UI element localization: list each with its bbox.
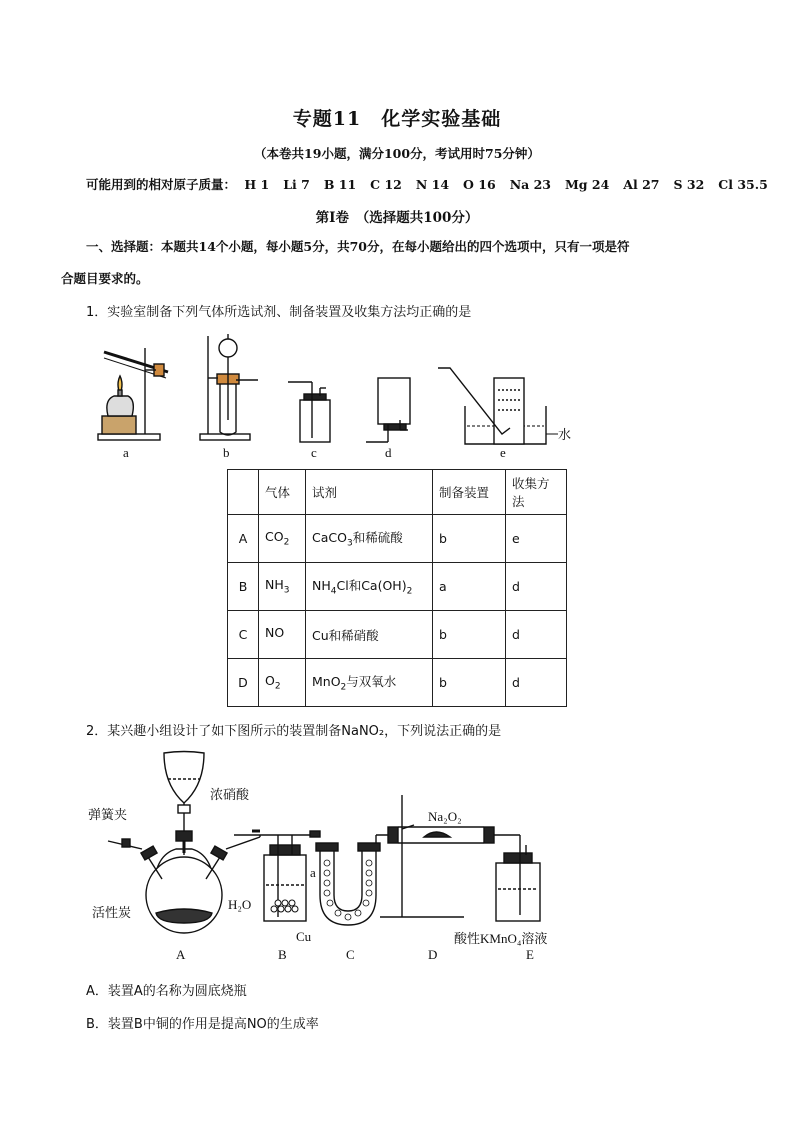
question-1-table xyxy=(227,469,567,707)
reagent-cell xyxy=(306,563,433,611)
atomic-mass-item: Cl 35.5 xyxy=(718,177,768,192)
label-b: b xyxy=(223,445,230,460)
reagent-part: CaCO xyxy=(312,530,347,546)
option-cell: B xyxy=(228,563,259,611)
question-2-option-a[interactable]: A．装置A的名称为圆底烧瓶 xyxy=(86,984,247,999)
label-a: a xyxy=(123,445,129,460)
collect-cell: d xyxy=(506,563,567,611)
label-kmno4: 酸性KMnO₄溶液 xyxy=(454,931,548,946)
device-cell: b xyxy=(433,515,506,563)
label-water: 水 xyxy=(558,427,572,442)
option-cell: A xyxy=(228,515,259,563)
atomic-mass-item: H 1 xyxy=(244,177,270,192)
option-cell: D xyxy=(228,659,259,707)
apparatus-c xyxy=(288,382,330,442)
gas-cell xyxy=(259,563,306,611)
table-body xyxy=(228,515,567,707)
label-clamp: 弹簧夹 xyxy=(88,807,128,822)
reagent-part: MnO xyxy=(312,674,341,690)
apparatus-b xyxy=(200,334,258,440)
question-2-apparatus-figure xyxy=(84,745,604,967)
atomic-masses xyxy=(86,175,782,193)
label-A: A xyxy=(176,947,186,962)
header-cell: 收集方法 xyxy=(506,470,567,515)
collect-cell: e xyxy=(506,515,567,563)
reagent-part: 4 xyxy=(330,586,337,597)
reagent-part: Ca(OH) xyxy=(361,578,407,594)
reagent-part: 2 xyxy=(406,586,413,597)
label-C: C xyxy=(346,947,355,962)
device-cell: a xyxy=(433,563,506,611)
header-cell: 制备装置 xyxy=(433,470,506,515)
label-tube-a: a xyxy=(310,865,316,880)
question-2-stem: 2．某兴趣小组设计了如下图所示的装置制备NaNO₂，下列说法正确的是 xyxy=(86,724,502,739)
atomic-mass-item: N 14 xyxy=(415,177,450,192)
gas-cell xyxy=(259,659,306,707)
page-subtitle: （本卷共19小题，满分100分，考试用时75分钟） xyxy=(254,146,540,161)
atomic-mass-item: Mg 24 xyxy=(564,177,610,192)
reagent-cell xyxy=(306,515,433,563)
header-cell xyxy=(228,470,259,515)
reagent-part: Cu和稀硝酸 xyxy=(312,627,379,643)
atomic-mass-item: S 32 xyxy=(673,177,705,192)
reagent-part: 2 xyxy=(340,682,347,693)
table-row xyxy=(228,515,567,563)
reagent-part: 3 xyxy=(346,538,353,549)
atomic-mass-item: C 12 xyxy=(370,177,402,192)
collect-cell: d xyxy=(506,659,567,707)
header-cell: 气体 xyxy=(259,470,306,515)
section-heading: 第Ⅰ卷 （选择题共100分） xyxy=(315,210,479,226)
reagent-part: 和 xyxy=(348,578,362,594)
label-e: e xyxy=(500,445,506,460)
apparatus-e xyxy=(438,368,558,444)
atomic-masses-list xyxy=(244,177,781,192)
reagent-part: 和稀硫酸 xyxy=(352,530,403,546)
label-charcoal: 活性炭 xyxy=(92,905,132,920)
header-cell: 试剂 xyxy=(306,470,433,515)
gas-subscript: 3 xyxy=(283,585,290,596)
label-cu: Cu xyxy=(296,929,312,944)
apparatus-E xyxy=(496,835,540,921)
atomic-mass-item: B 11 xyxy=(323,177,357,192)
gas-formula: O xyxy=(265,673,275,689)
instructions-line-2: 合题目要求的。 xyxy=(61,271,149,286)
question-1-stem: 1．实验室制备下列气体所选试剂、制备装置及收集方法均正确的是 xyxy=(86,305,472,320)
gas-cell xyxy=(259,515,306,563)
apparatus-d xyxy=(366,378,410,442)
apparatus-a xyxy=(98,348,168,440)
gas-formula: NH xyxy=(265,577,284,593)
gas-formula: CO xyxy=(265,529,284,545)
page-title: 专题11 化学实验基础 xyxy=(292,108,502,130)
label-na2o2: Na₂O₂ xyxy=(428,809,462,824)
label-B: B xyxy=(278,947,287,962)
label-d: d xyxy=(385,445,392,460)
reagent-part: NH xyxy=(312,578,331,594)
table-row xyxy=(228,611,567,659)
atomic-mass-item: Li 7 xyxy=(283,177,310,192)
gas-cell xyxy=(259,611,306,659)
question-1-apparatus-figure xyxy=(90,330,580,465)
reagent-part: 与双氧水 xyxy=(346,674,397,690)
label-water: H₂O xyxy=(228,897,252,912)
gas-formula: NO xyxy=(265,625,285,641)
atomic-mass-item: O 16 xyxy=(463,177,496,192)
label-D: D xyxy=(428,947,438,962)
gas-subscript: 2 xyxy=(283,537,290,548)
label-E: E xyxy=(526,947,534,962)
reagent-cell xyxy=(306,611,433,659)
device-cell: b xyxy=(433,659,506,707)
reagent-cell xyxy=(306,659,433,707)
label-conc-acid: 浓硝酸 xyxy=(210,787,250,802)
atomic-masses-label: 可能用到的相对原子质量： xyxy=(86,177,237,192)
atomic-mass-item: Na 23 xyxy=(509,177,551,192)
label-c: c xyxy=(311,445,317,460)
reagent-part: Cl xyxy=(336,578,349,594)
table-header-row xyxy=(228,470,567,515)
table-row xyxy=(228,659,567,707)
atomic-mass-item: Al 27 xyxy=(623,177,660,192)
collect-cell: d xyxy=(506,611,567,659)
option-cell: C xyxy=(228,611,259,659)
gas-subscript: 2 xyxy=(274,681,281,692)
device-cell: b xyxy=(433,611,506,659)
question-2-option-b[interactable]: B．装置B中铜的作用是提高NO的生成率 xyxy=(86,1017,319,1032)
instructions-line-1: 一、选择题：本题共14个小题，每小题5分，共70分，在每小题给出的四个选项中，只有一项是符 xyxy=(86,239,630,254)
table-row xyxy=(228,563,567,611)
